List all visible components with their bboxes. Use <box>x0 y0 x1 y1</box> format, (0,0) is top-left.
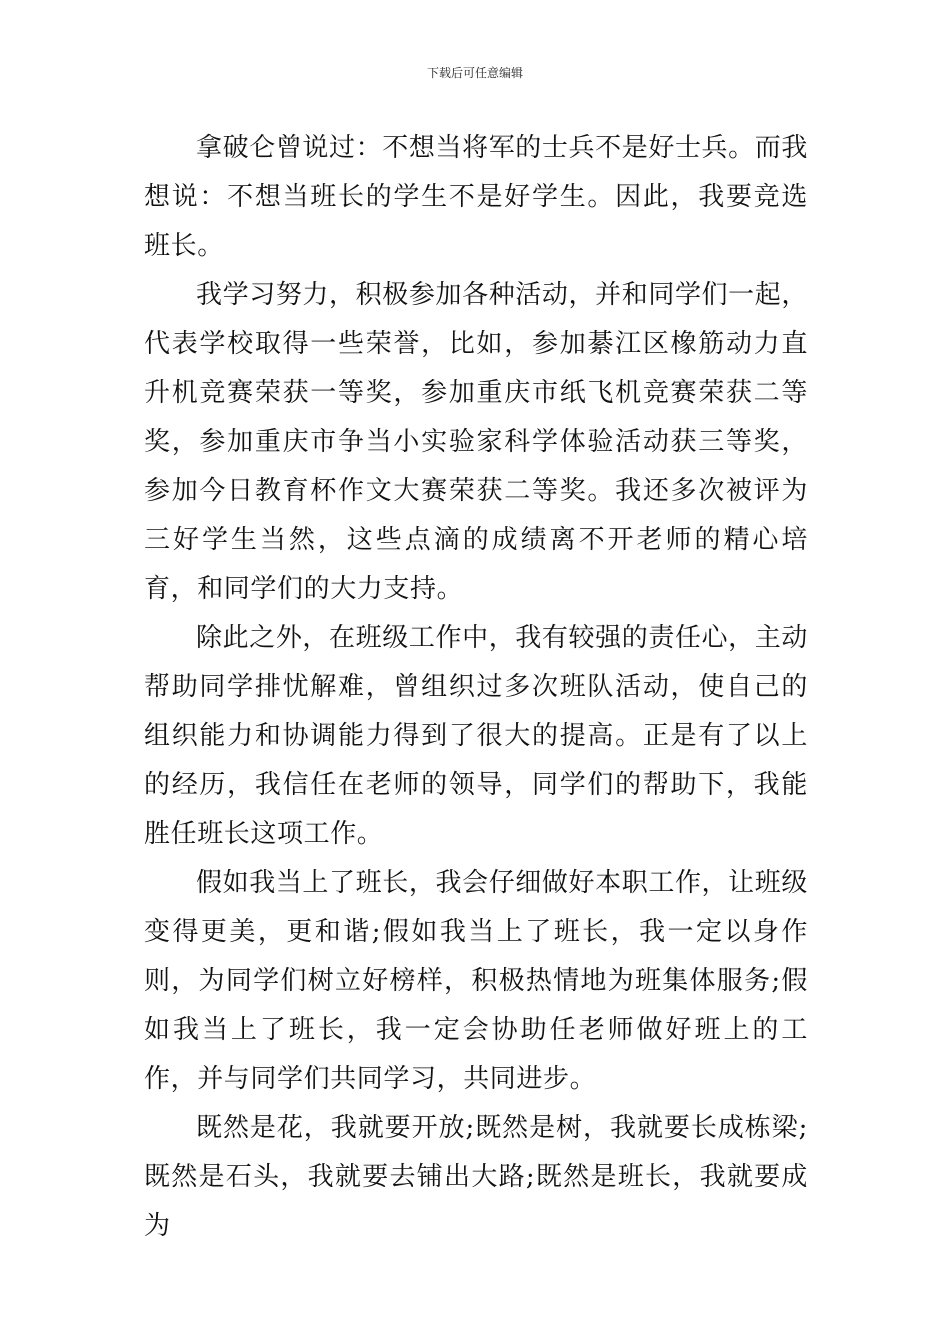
page-header: 下载后可任意编辑 <box>426 66 523 80</box>
paragraph-4: 假如我当上了班长，我会仔细做好本职工作，让班级变得更美，更和谐;假如我当上了班长，我一定以身作则，为同学们树立好榜样，积极热情地为班集体服务;假如我当上了班长，我一定会协助任老师做好班上的工作，并与同学们共同学习，共同进步。 <box>144 868 808 1094</box>
paragraph-5: 既然是花，我就要开放;既然是树，我就要长成栋梁;既然是石头，我就要去铺出大路;既然是班长，我就要成为 <box>144 1113 808 1241</box>
document-body <box>144 124 808 1251</box>
paragraph-3: 除此之外，在班级工作中，我有较强的责任心，主动帮助同学排忧解难，曾组织过多次班队活动，使自己的组织能力和协调能力得到了很大的提高。正是有了以上的经历，我信任在老师的领导，同学们的帮助下，我能胜任班长这项工作。 <box>144 623 808 849</box>
paragraph-1: 拿破仑曾说过：不想当将军的士兵不是好士兵。而我想说：不想当班长的学生不是好学生。因此，我要竞选班长。 <box>144 133 808 261</box>
paragraph-2: 我学习努力，积极参加各种活动，并和同学们一起，代表学校取得一些荣誉，比如，参加綦江区橡筋动力直升机竞赛荣获一等奖，参加重庆市纸飞机竞赛荣获二等奖，参加重庆市争当小实验家科学体验活动获三等奖，参加今日教育杯作文大赛荣获二等奖。我还多次被评为三好学生当然，这些点滴的成绩离不开老师的精心培育，和同学们的大力支持。 <box>144 280 808 604</box>
